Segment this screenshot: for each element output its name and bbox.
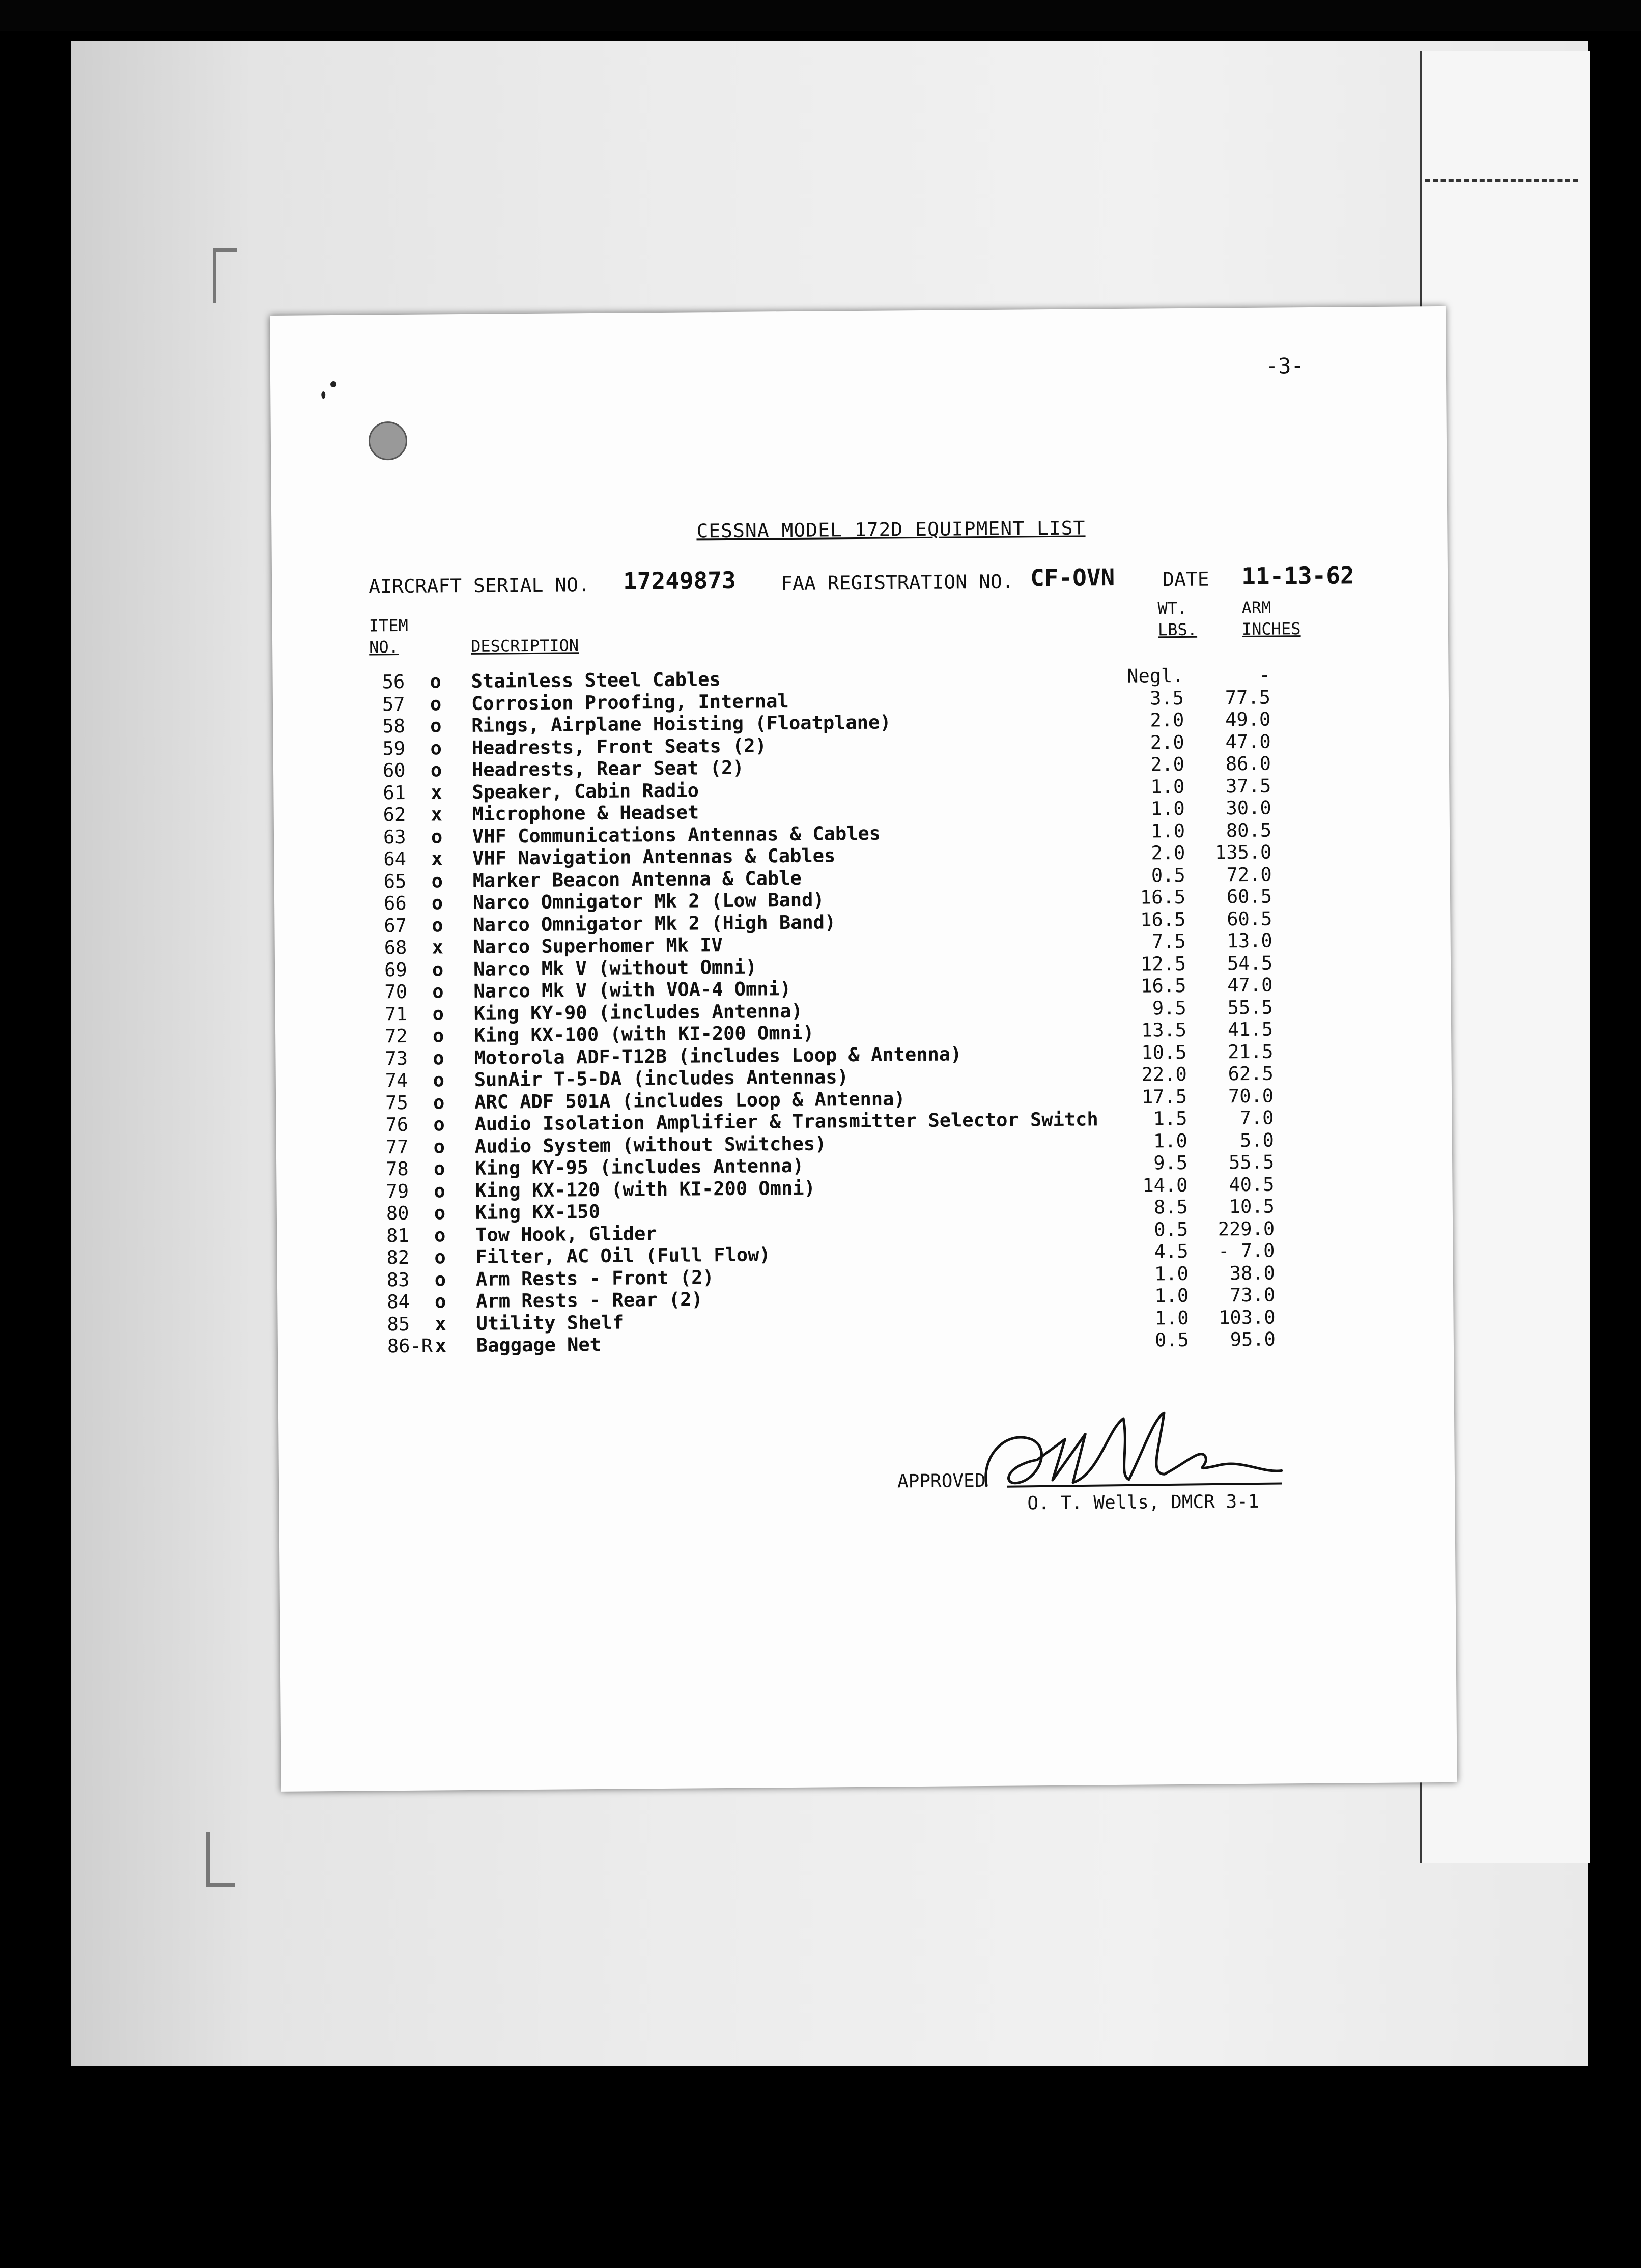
item-status-mark: x: [431, 803, 443, 826]
item-status-mark: o: [430, 759, 442, 781]
item-number: 58: [382, 715, 406, 738]
item-description: Microphone & Headset: [472, 801, 699, 825]
item-status-mark: o: [430, 715, 442, 737]
item-arm: 86.0: [1225, 752, 1271, 775]
item-arm: 80.5: [1226, 819, 1272, 841]
item-number: 59: [382, 737, 406, 759]
item-weight: Negl.: [1127, 664, 1184, 687]
weight-column-header: [1157, 598, 1197, 641]
item-weight: 16.5: [1141, 974, 1186, 997]
item-arm: 70.0: [1228, 1085, 1274, 1107]
item-number: 65: [383, 870, 407, 892]
page-title: CESSNA MODEL 172D EQUIPMENT LIST: [696, 517, 1086, 543]
item-weight: 16.5: [1140, 886, 1186, 909]
item-weight: 8.5: [1153, 1196, 1188, 1218]
item-weight: 12.5: [1140, 952, 1186, 975]
item-weight: 9.5: [1152, 997, 1186, 1019]
item-weight: 3.5: [1149, 687, 1184, 709]
item-description: King KY-95 (includes Antenna): [475, 1154, 804, 1179]
item-column-header: [369, 615, 409, 658]
item-number: 81: [386, 1224, 409, 1246]
item-arm: 62.5: [1228, 1062, 1274, 1085]
item-weight: 14.0: [1142, 1174, 1188, 1197]
item-weight: 0.5: [1154, 1218, 1189, 1240]
item-number: 66: [383, 892, 407, 915]
item-status-mark: o: [432, 1002, 444, 1025]
item-status-mark: o: [430, 692, 442, 715]
item-arm: 47.0: [1225, 730, 1271, 753]
item-description: King KX-150: [475, 1200, 601, 1224]
item-description: Audio Isolation Amplifier & Transmitter Selector Switch: [474, 1108, 1098, 1135]
item-weight: 17.5: [1141, 1085, 1187, 1108]
item-description: King KX-100 (with KI-200 Omni): [473, 1022, 814, 1046]
item-arm: 38.0: [1229, 1262, 1275, 1284]
item-description: Narco Omnigator Mk 2 (Low Band): [472, 889, 825, 914]
item-weight: 1.0: [1154, 1262, 1189, 1285]
item-status-mark: o: [432, 914, 443, 937]
item-number: 60: [382, 759, 406, 782]
item-description: SunAir T-5-DA (includes Antennas): [474, 1066, 849, 1091]
item-description: Arm Rests - Front (2): [475, 1266, 714, 1290]
approved-label: APPROVED: [897, 1470, 986, 1492]
item-status-mark: o: [430, 736, 442, 759]
item-status-mark: o: [434, 1246, 446, 1268]
item-description: VHF Communications Antennas & Cables: [472, 822, 881, 847]
item-description: Rings, Airplane Hoisting (Floatplane): [471, 711, 891, 736]
item-description: Narco Superhomer Mk IV: [473, 934, 723, 958]
item-weight: 1.5: [1153, 1107, 1187, 1130]
item-status-mark: x: [432, 936, 444, 958]
item-description: Headrests, Front Seats (2): [471, 734, 767, 759]
item-description: Baggage Net: [476, 1333, 602, 1356]
item-arm: 54.5: [1227, 952, 1273, 974]
item-description: Marker Beacon Antenna & Cable: [472, 867, 802, 892]
item-weight: 2.0: [1150, 708, 1184, 731]
page-number: -3-: [1265, 353, 1304, 379]
item-status-mark: o: [434, 1290, 446, 1313]
item-weight: 16.5: [1140, 908, 1186, 931]
item-description: Corrosion Proofing, Internal: [471, 690, 789, 715]
item-description: Tow Hook, Glider: [475, 1222, 657, 1246]
item-number: 67: [384, 914, 407, 937]
item-status-mark: o: [431, 825, 443, 848]
serial-value: 17249873: [623, 566, 736, 595]
item-weight: 9.5: [1153, 1151, 1188, 1174]
item-arm: -: [1259, 664, 1270, 686]
item-weight: 7.5: [1151, 930, 1186, 953]
item-number: 80: [386, 1202, 409, 1225]
item-status-mark: x: [435, 1335, 447, 1357]
item-weight: 13.5: [1141, 1018, 1187, 1041]
date-label: DATE: [1162, 568, 1209, 591]
item-weight: 0.5: [1151, 864, 1185, 886]
item-weight: 1.0: [1154, 1284, 1189, 1307]
item-weight: 2.0: [1150, 731, 1184, 753]
item-arm: 72.0: [1226, 863, 1272, 886]
signer-name: O. T. Wells, DMCR 3-1: [1027, 1491, 1259, 1514]
item-arm: 77.5: [1225, 686, 1271, 708]
description-column-header: [471, 635, 579, 657]
item-status-mark: o: [433, 1091, 445, 1114]
item-description: Arm Rests - Rear (2): [476, 1288, 703, 1312]
weight-header-line2: LBS.: [1157, 619, 1198, 640]
item-arm: 229.0: [1218, 1217, 1275, 1240]
item-arm: 30.0: [1226, 797, 1271, 819]
item-number: 63: [383, 826, 406, 848]
item-weight: 22.0: [1141, 1063, 1187, 1086]
item-arm: 7.0: [1239, 1107, 1274, 1129]
item-number: 69: [384, 958, 407, 981]
item-arm: 55.5: [1228, 1151, 1275, 1174]
item-arm: 103.0: [1218, 1306, 1276, 1328]
item-arm: 37.5: [1226, 775, 1271, 797]
item-number: 64: [383, 847, 407, 870]
item-status-mark: o: [434, 1224, 446, 1246]
item-status-mark: o: [433, 1046, 444, 1069]
item-status-mark: o: [433, 1135, 445, 1158]
item-weight: 1.0: [1151, 819, 1185, 842]
item-status-mark: o: [432, 1025, 444, 1047]
item-number: 61: [383, 781, 406, 804]
item-arm: 41.5: [1227, 1018, 1274, 1041]
item-number: 56: [382, 670, 405, 693]
item-weight: 2.0: [1150, 753, 1185, 776]
dashed-margin-line: [1425, 179, 1578, 182]
item-description: King KY-90 (includes Antenna): [473, 1000, 803, 1025]
item-arm: 10.5: [1229, 1195, 1275, 1218]
item-number: 68: [384, 936, 407, 959]
item-weight: 1.0: [1150, 775, 1185, 798]
item-arm: 95.0: [1230, 1328, 1276, 1351]
item-status-mark: o: [434, 1179, 445, 1202]
item-number: 79: [386, 1180, 409, 1202]
item-number: 85: [387, 1313, 410, 1335]
item-status-mark: o: [432, 958, 444, 981]
item-number: 84: [387, 1290, 410, 1313]
corner-crop-mark: [213, 248, 237, 303]
item-weight: 1.0: [1154, 1307, 1189, 1329]
item-number: 77: [385, 1136, 409, 1158]
item-arm: 5.0: [1239, 1129, 1274, 1151]
item-arm: 60.5: [1226, 885, 1272, 908]
item-number: 74: [385, 1069, 408, 1092]
arm-header-line2: INCHES: [1241, 619, 1301, 639]
item-arm: 60.5: [1227, 908, 1272, 930]
punch-hole: [369, 421, 408, 461]
item-status-mark: x: [435, 1312, 446, 1335]
arm-header-line1: ARM: [1241, 598, 1271, 618]
item-number: 62: [383, 803, 406, 826]
item-weight: 1.0: [1150, 797, 1185, 820]
corner-crop-mark: [206, 1832, 235, 1887]
item-description: Narco Mk V (with VOA-4 Omni): [473, 977, 791, 1002]
item-description: Audio System (without Switches): [474, 1132, 827, 1157]
item-description: ARC ADF 501A (includes Loop & Antenna): [474, 1087, 906, 1113]
item-number: 82: [386, 1246, 410, 1269]
item-arm: 47.0: [1227, 974, 1273, 997]
item-description: Headrests, Rear Seat (2): [471, 756, 744, 781]
item-arm: 13.0: [1227, 929, 1272, 952]
item-number: 83: [386, 1268, 410, 1291]
film-edge: [0, 0, 1641, 31]
item-status-mark: o: [433, 1069, 445, 1091]
item-header-line1: ITEM: [369, 615, 409, 636]
item-weight: 2.0: [1151, 841, 1185, 864]
item-number: 71: [384, 1003, 408, 1025]
item-arm: 21.5: [1228, 1040, 1274, 1063]
item-status-mark: x: [431, 847, 443, 870]
description-header: DESCRIPTION: [470, 636, 579, 656]
item-weight: 0.5: [1154, 1328, 1190, 1351]
item-status-mark: o: [434, 1268, 446, 1291]
equipment-list-page: [270, 306, 1457, 1792]
item-status-mark: o: [433, 1113, 445, 1136]
item-arm: 49.0: [1225, 708, 1271, 731]
item-number: 75: [385, 1091, 408, 1114]
item-number: 72: [384, 1025, 408, 1047]
speck: [321, 391, 325, 399]
item-description: Narco Mk V (without Omni): [473, 956, 757, 980]
speck: [330, 381, 336, 387]
item-status-mark: o: [432, 980, 444, 1003]
item-number: 78: [386, 1157, 409, 1180]
item-status-mark: o: [433, 1157, 445, 1180]
item-status-mark: o: [431, 869, 443, 892]
item-description: Utility Shelf: [476, 1311, 624, 1335]
item-description: Motorola ADF-T12B (includes Loop & Antenna): [474, 1042, 962, 1069]
item-arm: - 7.0: [1218, 1239, 1275, 1262]
item-description: Narco Omnigator Mk 2 (High Band): [473, 911, 836, 936]
item-weight: 1.0: [1153, 1129, 1187, 1152]
item-status-mark: o: [431, 892, 443, 914]
registration-label: FAA REGISTRATION NO.: [780, 570, 1014, 595]
item-description: Speaker, Cabin Radio: [472, 779, 699, 803]
date-value: 11-13-62: [1241, 561, 1354, 590]
item-description: King KX-120 (with KI-200 Omni): [475, 1177, 815, 1202]
item-number: 57: [382, 693, 405, 715]
item-number: 76: [385, 1113, 409, 1136]
item-status-mark: x: [431, 781, 442, 804]
item-arm: 55.5: [1227, 996, 1273, 1018]
item-number: 86-R: [387, 1335, 433, 1357]
item-header-line2: NO.: [369, 637, 399, 657]
item-status-mark: o: [430, 670, 441, 693]
item-number: 70: [384, 980, 408, 1003]
item-description: Filter, AC Oil (Full Flow): [475, 1243, 771, 1268]
item-description: Stainless Steel Cables: [471, 668, 721, 692]
item-description: VHF Navigation Antennas & Cables: [472, 844, 836, 869]
serial-label: AIRCRAFT SERIAL NO.: [369, 574, 590, 598]
item-arm: 73.0: [1229, 1284, 1276, 1307]
item-weight: 4.5: [1154, 1240, 1189, 1263]
item-status-mark: o: [434, 1202, 446, 1224]
item-arm: 40.5: [1229, 1173, 1275, 1196]
weight-header-line1: WT.: [1157, 598, 1187, 618]
item-number: 73: [385, 1047, 408, 1069]
item-arm: 135.0: [1214, 841, 1272, 864]
signature-mark: [976, 1407, 1292, 1496]
registration-value: CF-OVN: [1030, 563, 1115, 592]
arm-column-header: [1241, 597, 1300, 640]
item-weight: 10.5: [1141, 1041, 1187, 1064]
